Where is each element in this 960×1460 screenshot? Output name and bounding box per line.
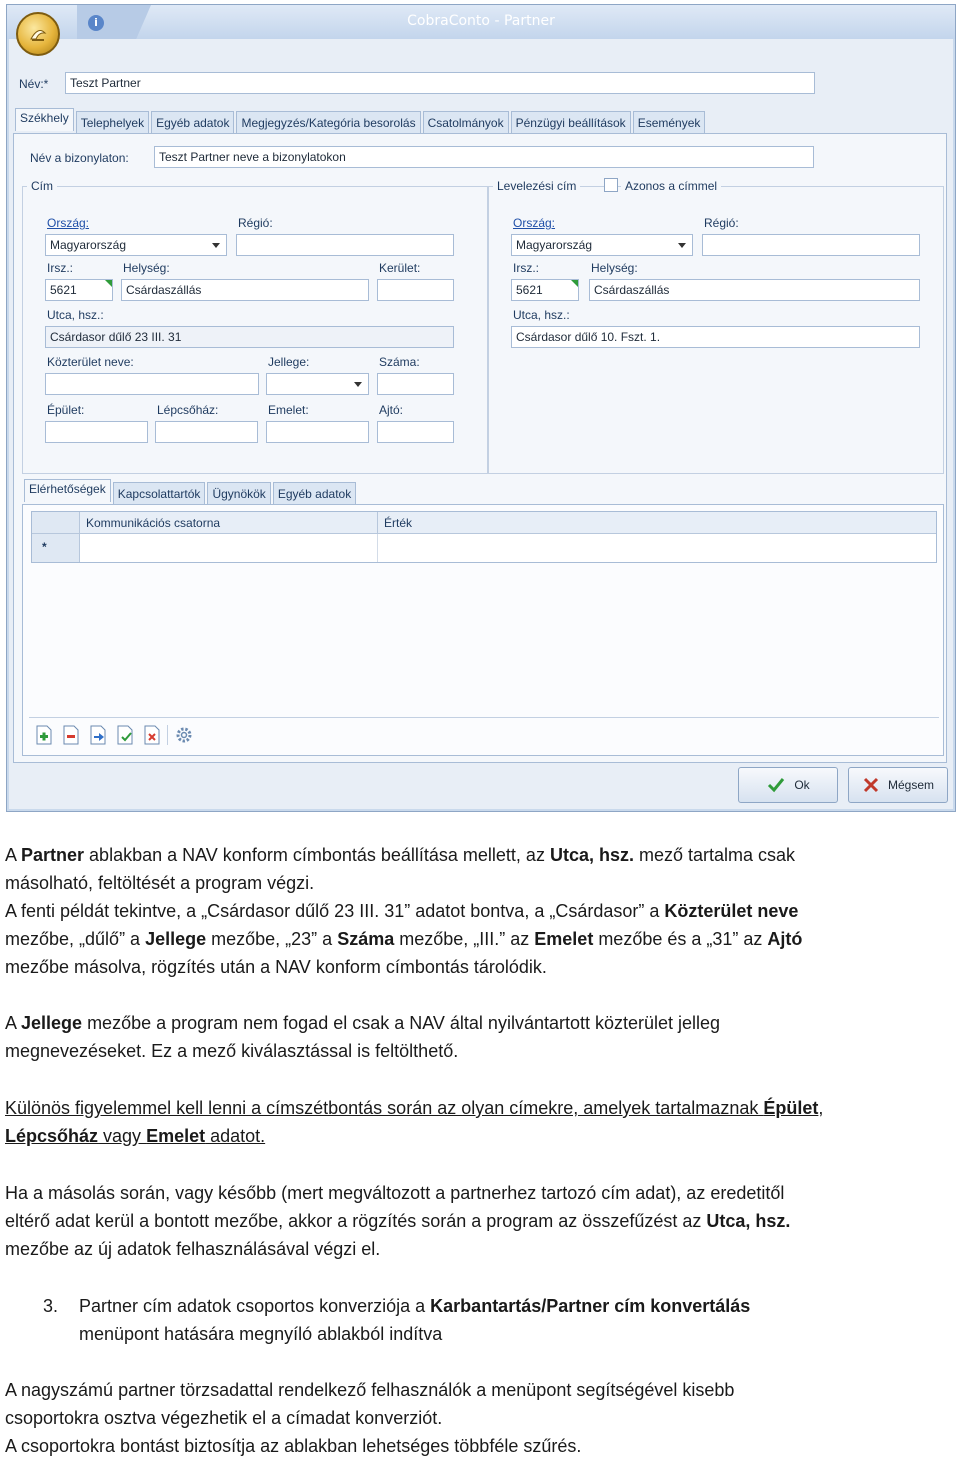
door-input[interactable]	[377, 421, 454, 443]
p4-bold-3: Emelet	[146, 1126, 206, 1146]
city-input[interactable]: Csárdaszállás	[121, 279, 369, 301]
new-row-value-cell[interactable]	[378, 534, 936, 562]
paragraph-6	[5, 1376, 957, 1460]
doc-name-input[interactable]: Teszt Partner neve a bizonylatokon	[154, 146, 814, 168]
paragraph-5	[5, 1179, 957, 1263]
region-input[interactable]	[236, 234, 454, 256]
cancel-label: Mégsem	[887, 778, 934, 792]
window-title: CobraConto - Partner	[407, 13, 555, 29]
p2-bold-4: Emelet	[534, 929, 594, 949]
paragraph-1	[5, 841, 957, 897]
grid-corner	[32, 512, 80, 534]
new-row-channel-cell[interactable]	[80, 534, 378, 562]
add-icon[interactable]	[35, 725, 53, 745]
col-channel-header[interactable]: Kommunikációs csatorna	[80, 512, 378, 534]
cancel-button[interactable]	[848, 767, 948, 803]
p1-text-3: mező tartalma csak	[633, 845, 796, 865]
list-item	[79, 1292, 949, 1348]
p2-bold-5: Ajtó	[767, 929, 803, 949]
same-address-checkbox[interactable]	[604, 178, 618, 192]
number-input[interactable]	[377, 373, 454, 395]
tab-szekhely[interactable]: Székhely	[15, 108, 74, 131]
city-label: Helység:	[123, 261, 170, 275]
app-orb-icon[interactable]	[16, 12, 60, 56]
title-bar	[7, 5, 955, 39]
p3-text-1: A	[5, 1013, 22, 1033]
col-value-header[interactable]: Érték	[378, 512, 936, 534]
info-icon[interactable]: i	[88, 15, 104, 31]
p5-line-1: Ha a másolás során, vagy később (mert megváltozott a partnerhez tartozó cím adat), az eredetitől	[5, 1183, 785, 1203]
tab-egyeb-adatok-sub[interactable]: Egyéb adatok	[273, 482, 356, 505]
p6-line-1: A nagyszámú partner törzsadattal rendelkező felhasználók a menüpont segítségével kisebb	[5, 1380, 735, 1400]
window-client	[9, 39, 953, 809]
p2-text-6: mezőbe másolva, rögzítés után a NAV konform címbontás tárolódik.	[5, 957, 547, 977]
close-icon	[862, 776, 880, 794]
p2-text-5: mezőbe és a „31” az	[593, 929, 768, 949]
export-icon[interactable]	[116, 725, 134, 745]
p3-line-2: megnevezéseket. Ez a mező kiválasztással is feltölthető.	[5, 1041, 459, 1061]
new-row-marker: *	[32, 534, 80, 562]
tab-megjegyzes[interactable]: Megjegyzés/Kategória besorolás	[236, 111, 420, 134]
p1-bold-1: Partner	[21, 845, 85, 865]
mailing-region-input[interactable]	[702, 234, 920, 256]
p4-bold-1: Épület	[763, 1098, 819, 1118]
tab-esemenyek[interactable]: Események	[633, 111, 706, 134]
mailing-country-select[interactable]: Magyarország	[511, 234, 693, 256]
name-label: Név:*	[19, 77, 49, 91]
zip-value: 5621	[50, 283, 77, 297]
check-icon	[766, 775, 786, 795]
name-input[interactable]: Teszt Partner	[65, 72, 815, 94]
staircase-label: Lépcsőház:	[157, 403, 219, 417]
p2-text-1: A fenti példát tekintve, a „Csárdasor dűlő 23 III. 31” adatot bontva, a „Csárdasor” a	[5, 901, 665, 921]
district-input[interactable]	[377, 279, 454, 301]
country-link[interactable]: Ország:	[47, 216, 90, 230]
list-text-1: Partner cím adatok csoportos konverziója a	[79, 1296, 431, 1316]
mailing-street-label: Utca, hsz.:	[513, 308, 570, 322]
tab-penzugyi[interactable]: Pénzügyi beállítások	[511, 111, 631, 134]
p2-bold-3: Száma	[337, 929, 395, 949]
mailing-zip-label: Irsz.:	[513, 261, 539, 275]
tab-csatolmanyok[interactable]: Csatolmányok	[423, 111, 509, 134]
building-input[interactable]	[45, 421, 148, 443]
p2-bold-2: Jellege	[145, 929, 207, 949]
region-label: Régió:	[238, 216, 273, 230]
grid-toolbar	[35, 725, 235, 747]
contacts-grid	[31, 511, 937, 563]
remove-icon[interactable]	[143, 725, 161, 745]
tab-kapcsolattartok[interactable]: Kapcsolattartók	[113, 482, 206, 505]
floor-label: Emelet:	[268, 403, 309, 417]
district-label: Kerület:	[379, 261, 421, 275]
public-space-label: Közterület neve:	[47, 355, 134, 369]
tab-egyeb-adatok[interactable]: Egyéb adatok	[151, 111, 234, 134]
settings-icon[interactable]	[175, 725, 193, 745]
zip-label: Irsz.:	[47, 261, 73, 275]
tab-elerhetosegek[interactable]: Elérhetőségek	[24, 479, 111, 502]
public-space-input[interactable]	[45, 373, 259, 395]
mailing-zip-marker-icon	[571, 280, 578, 287]
p4-text-2: ,	[818, 1098, 824, 1118]
address-group-title: Cím	[27, 179, 57, 193]
mailing-country-link[interactable]: Ország:	[513, 216, 556, 230]
toolbar-separator	[167, 725, 168, 745]
paragraph-2	[5, 897, 957, 981]
p1-text-1: A	[5, 845, 22, 865]
p1-bold-2: Utca, hsz.	[549, 845, 634, 865]
list-number: 3.	[43, 1296, 59, 1316]
doc-name-label: Név a bizonylaton:	[30, 151, 129, 165]
staircase-input[interactable]	[155, 421, 258, 443]
mailing-region-label: Régió:	[704, 216, 739, 230]
mailing-city-label: Helység:	[591, 261, 638, 275]
mailing-group-title: Levelezési cím	[493, 179, 580, 193]
p6-line-3: A csoportokra bontást biztosítja az ablakban lehetséges többféle szűrés.	[5, 1436, 582, 1456]
street-input[interactable]: Csárdasor dűlő 23 III. 31	[45, 326, 454, 348]
p2-text-4: mezőbe, „III.” az	[394, 929, 535, 949]
zip-input[interactable]	[45, 279, 113, 301]
p1-text-2: ablakban a NAV konform címbontás beállítása mellett, az	[84, 845, 550, 865]
paragraph-3	[5, 1009, 957, 1065]
address-group	[22, 179, 488, 474]
main-tabs	[15, 111, 707, 134]
p3-text-2: mezőbe a program nem fogad el csak a NAV által nyilvántartott közterület jelleg	[82, 1013, 721, 1033]
building-label: Épület:	[47, 403, 85, 417]
mailing-zip-value: 5621	[516, 283, 543, 297]
delete-icon[interactable]	[62, 725, 80, 745]
p1-line-2: másolható, feltöltését a program végzi.	[5, 873, 315, 893]
p5-line-3: mezőbe az új adatok felhasználásával végzi el.	[5, 1239, 381, 1259]
type-select[interactable]	[266, 373, 369, 395]
partner-window	[6, 4, 956, 812]
contact-tabs	[24, 482, 358, 505]
mailing-city-input[interactable]: Csárdaszállás	[589, 279, 920, 301]
mailing-group	[488, 179, 944, 474]
p4-text-1: Különös figyelemmel kell lenni a címszétbontás során az olyan címekre, amelyek tartalmaznak	[5, 1098, 764, 1118]
street-label: Utca, hsz.:	[47, 308, 104, 322]
list-bold-1: Karbantartás/Partner cím konvertálás	[430, 1296, 751, 1316]
toolbar-divider	[29, 717, 939, 718]
country-select[interactable]: Magyarország	[45, 234, 227, 256]
zip-marker-icon	[105, 280, 112, 287]
ok-label: Ok	[794, 778, 810, 792]
same-address-label: Azonos a címmel	[621, 179, 721, 193]
p4-text-3: vagy	[98, 1126, 147, 1146]
tab-ugynokok[interactable]: Ügynökök	[207, 482, 270, 505]
p3-bold-1: Jellege	[21, 1013, 83, 1033]
type-label: Jellege:	[268, 355, 310, 369]
p2-text-2: mezőbe, „dűlő” a	[5, 929, 146, 949]
p4-bold-2: Lépcsőház	[5, 1126, 99, 1146]
szekhely-panel	[13, 133, 947, 763]
door-label: Ajtó:	[379, 403, 404, 417]
paragraph-4	[5, 1094, 957, 1150]
ok-button[interactable]	[738, 767, 838, 803]
tab-telephelyek[interactable]: Telephelyek	[76, 111, 149, 134]
mailing-zip-input[interactable]	[511, 279, 579, 301]
p2-text-3: mezőbe, „23” a	[206, 929, 338, 949]
number-label: Száma:	[379, 355, 420, 369]
contacts-panel	[22, 504, 944, 756]
list-line-2: menüpont hatására megnyíló ablakból indítva	[79, 1324, 443, 1344]
p6-line-2: csoportokra osztva végezhetik el a címadat konverziót.	[5, 1408, 443, 1428]
mailing-street-input[interactable]: Csárdasor dűlő 10. Fszt. 1.	[511, 326, 920, 348]
p4-text-4: adatot.	[205, 1126, 266, 1146]
p5-text-1: eltérő adat kerül a bontott mezőbe, akkor a rögzítés során a program az összefűzést az	[5, 1211, 707, 1231]
p5-bold-1: Utca, hsz.	[706, 1211, 791, 1231]
p2-bold-1: Közterület neve	[664, 901, 799, 921]
import-icon[interactable]	[89, 725, 107, 745]
floor-input[interactable]	[266, 421, 369, 443]
